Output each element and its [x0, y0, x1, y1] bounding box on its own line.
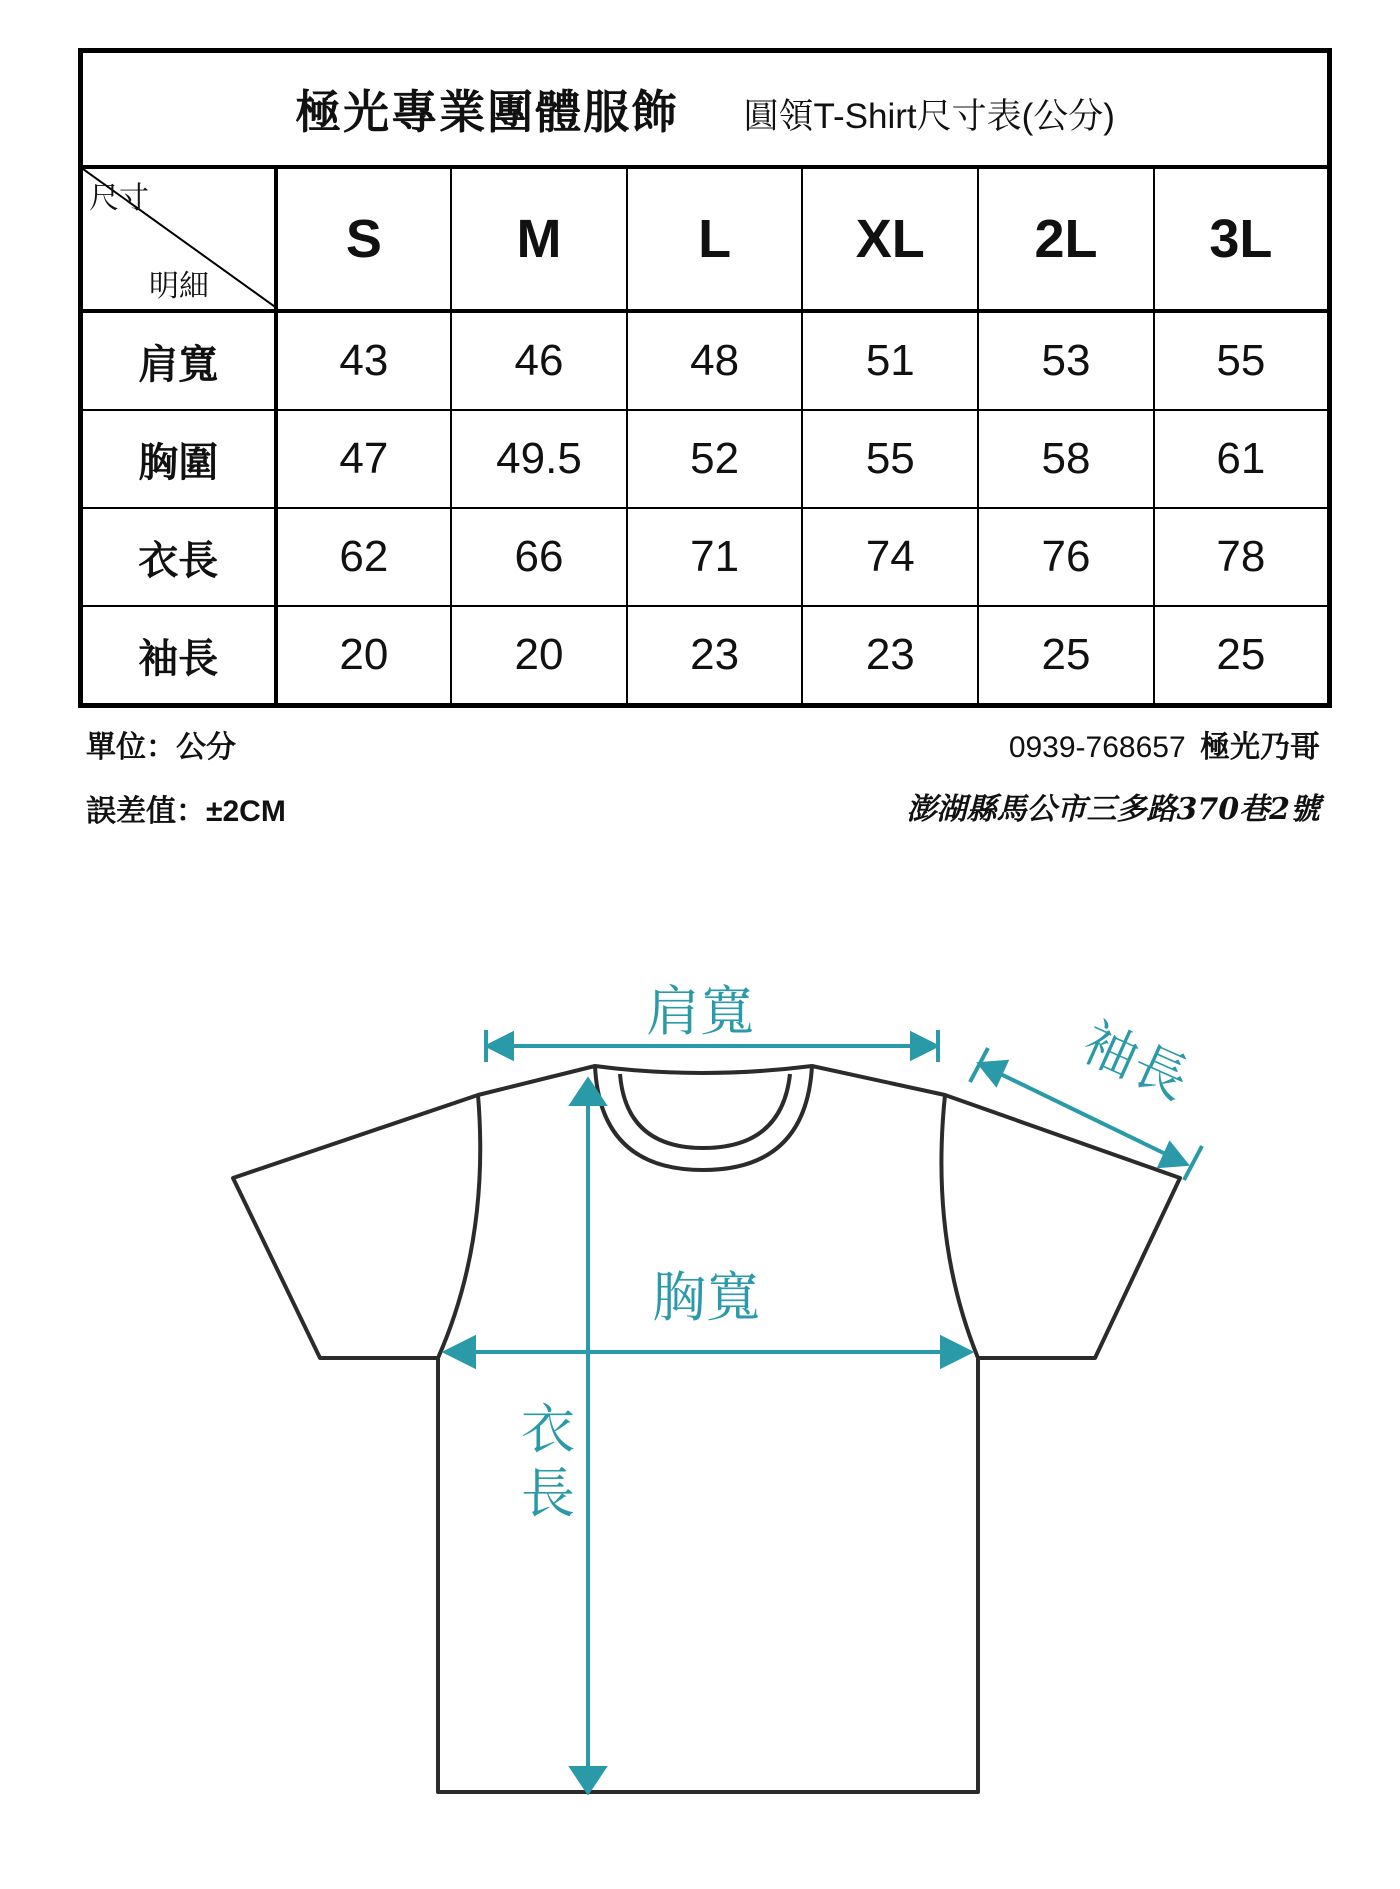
tshirt-measurement-diagram [0, 960, 1400, 1889]
table-title-row [81, 51, 1330, 168]
table-cell: 20 [276, 606, 452, 706]
table-row-shoulder [81, 311, 1330, 410]
table-cell: 55 [1154, 311, 1330, 410]
table-cell: 71 [627, 508, 803, 606]
length-arrow-bottom [572, 1768, 604, 1792]
table-cell: 47 [276, 410, 452, 508]
table-cell: 53 [978, 311, 1154, 410]
table-title-cell [81, 51, 1330, 168]
shoulder-width-label: 肩寬 [646, 980, 754, 1043]
table-row-sleeve [81, 606, 1330, 706]
size-header-xl: XL [802, 167, 978, 311]
address-note: 澎湖縣馬公市三多路370巷2號 [906, 792, 1320, 827]
tshirt-shape-group [233, 1066, 1180, 1792]
tshirt-left-armhole [438, 1095, 480, 1358]
tshirt-collar-inner [620, 1074, 790, 1148]
sleeve-arrow-left [980, 1062, 1006, 1084]
contact-line [1009, 722, 1320, 766]
chart-subtitle: 圓領T-Shirt尺寸表(公分) [743, 97, 1115, 136]
table-cell: 43 [276, 311, 452, 410]
table-cell: 61 [1154, 410, 1330, 508]
table-cell: 46 [451, 311, 627, 410]
table-cell: 76 [978, 508, 1154, 606]
size-header-row [81, 167, 1330, 311]
table-cell: 49.5 [451, 410, 627, 508]
table-cell: 20 [451, 606, 627, 706]
brand-title: 極光專業團體服飾 [295, 86, 680, 138]
table-cell: 25 [978, 606, 1154, 706]
size-header-3l: 3L [1154, 167, 1330, 311]
chest-arrow-left [446, 1338, 474, 1366]
unit-note: 單位：公分 [86, 731, 236, 764]
body-length-label-1: 衣 [521, 1398, 575, 1461]
chest-arrow-right [942, 1338, 970, 1366]
tolerance-note: 誤差值：±2CM [86, 795, 286, 828]
table-cell: 55 [802, 410, 978, 508]
row-label-sleeve: 袖長 [81, 606, 276, 706]
table-cell: 62 [276, 508, 452, 606]
tshirt-right-armhole [941, 1095, 978, 1358]
row-label-length: 衣長 [81, 508, 276, 606]
corner-detail-label: 明細 [149, 269, 209, 304]
table-row-chest [81, 410, 1330, 508]
shoulder-arrow-left [488, 1034, 512, 1058]
row-label-chest: 胸圍 [81, 410, 276, 508]
measurement-labels [521, 980, 1198, 1525]
sleeve-arrow-right [1160, 1144, 1186, 1166]
table-cell: 23 [627, 606, 803, 706]
body-length-label-2: 長 [521, 1462, 575, 1525]
size-header-m: M [451, 167, 627, 311]
corner-size-label: 尺寸 [89, 181, 149, 216]
table-cell: 51 [802, 311, 978, 410]
table-cell: 58 [978, 410, 1154, 508]
tshirt-collar-outer [595, 1066, 812, 1170]
size-chart-table [78, 48, 1332, 708]
table-cell: 66 [451, 508, 627, 606]
chest-width-label: 胸寬 [652, 1266, 760, 1329]
table-cell: 48 [627, 311, 803, 410]
size-header-l: L [627, 167, 803, 311]
row-label-shoulder: 肩寬 [81, 311, 276, 410]
size-header-2l: 2L [978, 167, 1154, 311]
phone-number: 0939-768657 [1008, 731, 1186, 764]
sleeve-length-label: 袖長 [1073, 1010, 1198, 1112]
table-cell: 23 [802, 606, 978, 706]
table-cell: 25 [1154, 606, 1330, 706]
table-row-length [81, 508, 1330, 606]
contact-name: 極光乃哥 [1200, 730, 1320, 765]
table-cell: 74 [802, 508, 978, 606]
size-header-s: S [276, 167, 452, 311]
tshirt-full-outline [233, 1066, 1180, 1792]
corner-header-cell [81, 167, 276, 311]
shoulder-arrow-right [912, 1034, 936, 1058]
table-cell: 78 [1154, 508, 1330, 606]
table-cell: 52 [627, 410, 803, 508]
